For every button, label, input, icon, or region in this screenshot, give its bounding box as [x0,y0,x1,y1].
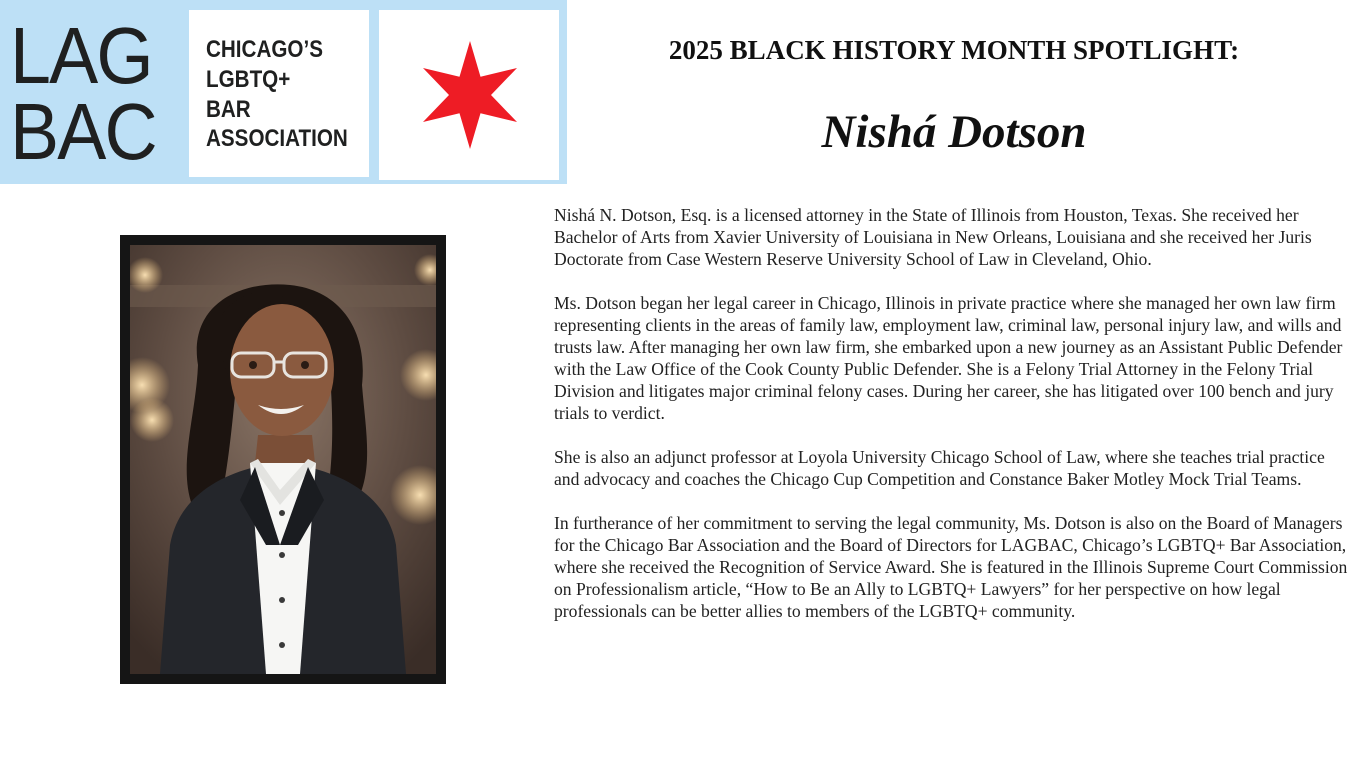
bio-paragraph: Nishá N. Dotson, Esq. is a licensed attorney in the State of Illinois from Houston, Texas. She received her Bachelor of Arts from Xavier University of Louisiana in New Orleans, Louisiana and she received her Juris Doctorate from Case Western Reserve University School of Law in Cleveland, Ohio. [554,205,1312,269]
person-name: Nishá Dotson [821,106,1087,158]
portrait-illustration [130,245,436,674]
logo-tagline-line: LGBTQ+ [206,66,291,93]
logo-tagline-panel [189,10,369,177]
bio-paragraph: She is also an adjunct professor at Loyola University Chicago School of Law, where she teaches trial practice and advocacy and coaches the Chicago Cup Competition and Constance Baker Motley Mock Trial Teams. [554,447,1325,489]
logo-wordmark-bac: BAC [10,87,156,176]
logo-wordmark-lag: LAG [10,11,152,100]
portrait-photo [120,235,446,684]
logo-tagline-line: CHICAGO’S [206,36,323,63]
lagbac-logo [0,0,567,184]
logo-star-panel [379,10,559,180]
spotlight-heading: 2025 BLACK HISTORY MONTH SPOTLIGHT: [668,35,1240,65]
logo-tagline-line: ASSOCIATION [206,125,348,152]
six-pointed-star-icon [415,40,525,150]
bio-paragraph: In furtherance of her commitment to serving the legal community, Ms. Dotson is also on the Board of Managers for the Chicago Bar Association and the Board of Directors for LAGBAC, Chicago’s LGBTQ+ Bar Association, where she received the Recognition of Service Award. She is featured in the Illinois Supreme Court Commission on Professionalism article, “How to Be an Ally to LGBTQ+ Lawyers” for her perspective on how legal professionals can be better allies to members of the LGBTQ+ community. [554,513,1348,621]
biography [554,204,1354,644]
logo-tagline-line: BAR [206,96,251,123]
bio-paragraph: Ms. Dotson began her legal career in Chicago, Illinois in private practice where she managed her own law firm representing clients in the areas of family law, employment law, criminal law, personal injury law, and wills and trusts law. After managing her own law firm, she embarked upon a new journey as an Assistant Public Defender with the Law Office of the Cook County Public Defender. She is a Felony Trial Attorney in the Felony Trial Division and litigates major criminal felony cases. During her career, she has litigated over 100 bench and jury trials to verdict. [554,293,1343,423]
